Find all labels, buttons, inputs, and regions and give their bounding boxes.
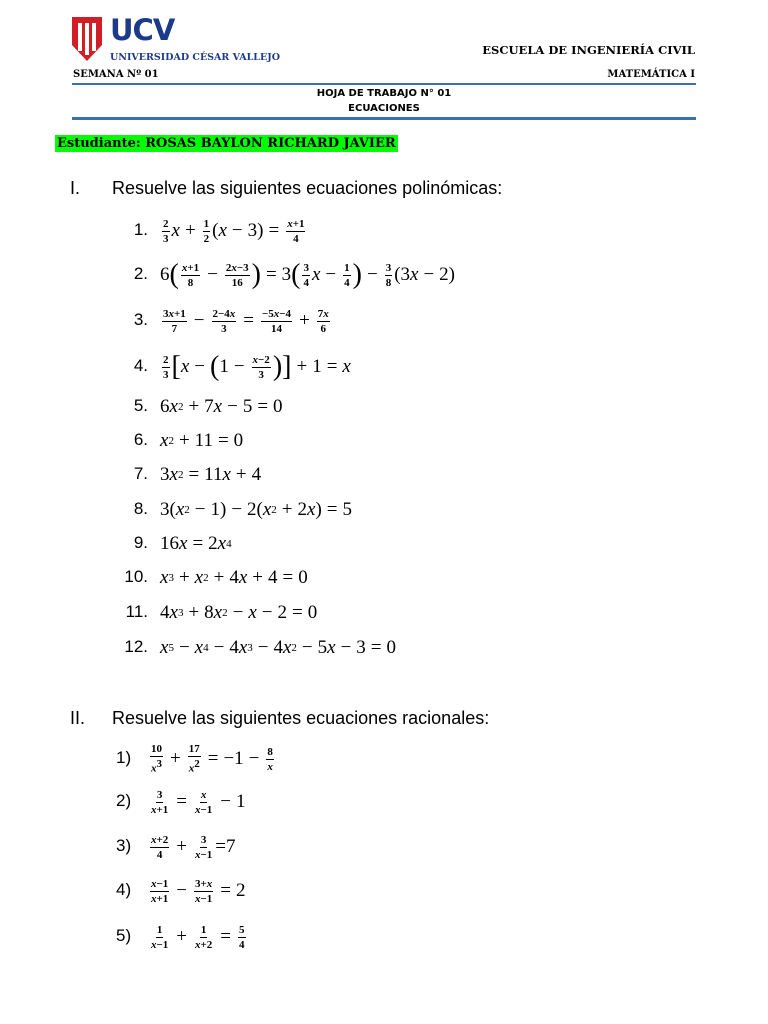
equation: 1 x−1 + $\frac{1}{x+2}$ = $\frac{5}{4}$ [151,923,245,951]
item-number: 12. [124,637,148,656]
equation-item [0,527,768,561]
equation: 2 3 x + $\frac{1}{2}$ ( x − 3) = $\frac{x+1}{4}$ [163,217,305,245]
equation-item [0,561,768,595]
equation: $\frac{3}{x+1}$ = $\frac{x}{x-1}$ − 1 [151,788,246,816]
equation-item [0,785,768,819]
header-divider-bottom [72,117,696,120]
equation-item [0,742,768,776]
equation: 16 x = 2 x 4 [160,533,232,554]
equation-item [0,304,768,338]
item-number: 11. [125,602,148,621]
week-label: SEMANA Nº 01 [73,69,159,80]
equation: 10 $x^3$ + $\frac{17}{x^2}$ = −1 − $\frac{8}{x}$ [151,743,273,775]
equation-item [0,350,768,384]
equation: 3x+1 7 − $\frac{2-4x}{3}$ = $\frac{-5x-4}{14}$ + $\frac{7x}{6}$ [163,307,329,335]
equation: x 3 + x 2 + 4 x + 4 = 0 [160,567,308,588]
item-number: 10. [124,567,148,586]
section-1-number: I. [70,178,81,198]
equation-item [0,458,768,492]
equation-item [0,631,768,665]
item-number: 2) [116,791,132,810]
university-logo [70,13,280,67]
equation: x−1 x+1 − $\frac{3+x}{x-1}$ = 2 [151,877,246,905]
section-2-title: Resuelve las siguientes ecuaciones racionales: [112,708,490,728]
equation-item [0,390,768,424]
item-number: 1. [133,220,148,239]
equation-item [0,258,768,292]
header-divider [72,83,696,85]
equation-item [0,830,768,864]
equation: 6 x 2 + 7 x − 5 = 0 [160,396,283,417]
equation-item [0,596,768,630]
item-number: 7. [133,464,148,483]
item-number: 2. [133,264,148,283]
equation: 2 3 [ x − ( 1 − $\frac{x-2}{3}$ )] + 1 = x [163,351,351,382]
equation: x+2 4 + $\frac{3}{x-1}$ =7 [151,833,236,861]
school-name: ESCUELA DE INGENIERÍA CIVIL [482,43,695,57]
equation-item [0,874,768,908]
item-number: 5. [133,396,148,415]
logo-wordmark: UCV [110,13,175,47]
student-name: Estudiante: ROSAS BAYLON RICHARD JAVIER [57,136,396,151]
item-number: 9. [133,533,148,552]
equation: 3( x 2 − 1) − 2( x 2 + 2 x ) = 5 [160,499,352,520]
item-number: 4. [133,356,148,375]
item-number: 8. [133,499,148,518]
item-number: 6. [133,430,148,449]
ucv-shield-icon [70,15,104,63]
item-number: 3. [133,310,148,329]
sheet-title: HOJA DE TRABAJO N° 01 [316,88,452,99]
item-number: 1) [116,748,132,767]
item-number: 3) [116,836,132,855]
item-number: 4) [116,880,132,899]
course-label: MATEMÁTICA I [607,69,695,80]
sheet-heading [0,86,768,116]
equation: x 2 + 11 = 0 [160,430,244,451]
section-1-title: Resuelve las siguientes ecuaciones polinómicas: [112,178,503,198]
university-name: UNIVERSIDAD CÉSAR VALLEJO [110,52,280,63]
section-2-number: II. [70,708,86,728]
item-number: 5) [116,926,132,945]
equation: x 5 − x 4 − 4 x 3 − 4 x 2 − 5 x − 3 = 0 [160,637,396,658]
equation: 6 ( x+1 8 − $\frac{2x-3}{16}$ ) = 3 ( 3 4 x − $\frac{1}{4}$ ) − $\frac{3}{8}$ (3 x − 2) [160,259,455,290]
sheet-subtitle: ECUACIONES [348,103,420,114]
equation-item [0,424,768,458]
equation-item [0,920,768,954]
equation: 3 x 2 = 11 x + 4 [160,464,262,485]
equation-item [0,214,768,248]
equation: 4 x 3 + 8 x 2 − x − 2 = 0 [160,602,318,623]
equation-item [0,493,768,527]
